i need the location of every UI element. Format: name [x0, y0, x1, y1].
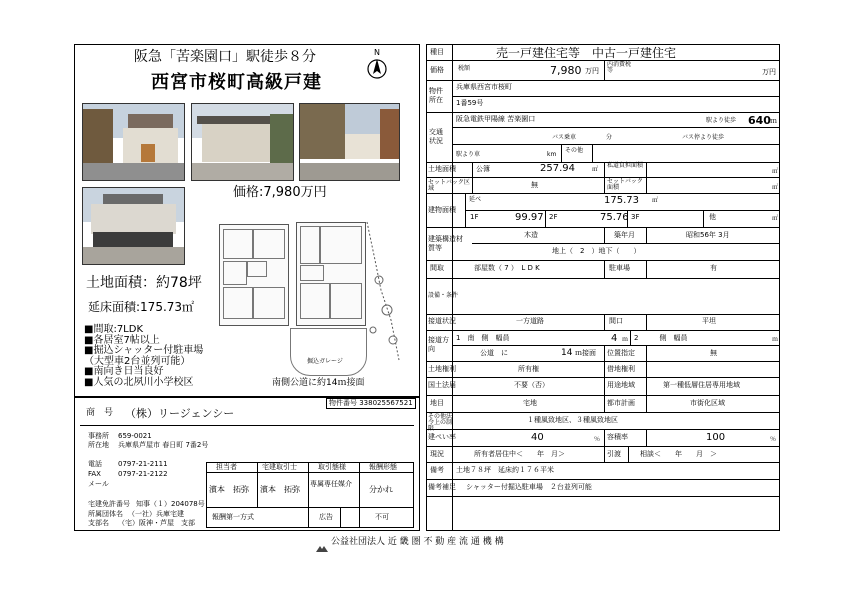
- property-number: 物件番号 338025567521: [326, 398, 416, 409]
- floor-label: 2F: [549, 213, 558, 221]
- sqm-unit: ㎡: [592, 166, 599, 173]
- frontage-label: 間口: [609, 317, 623, 325]
- far-label: 容積率: [607, 433, 628, 441]
- road1: 1 南 側 幅員: [456, 334, 510, 342]
- public-road-unit: ｍ接面: [575, 349, 596, 357]
- land-cat-label: 地目: [430, 399, 444, 407]
- supplement-label: 備考補足: [428, 483, 456, 491]
- road2: 2 側 幅員: [634, 334, 688, 342]
- position-label: 位置指定: [607, 349, 635, 357]
- land-right-label: 土地権利: [428, 365, 456, 373]
- ad-label: 広告: [319, 513, 333, 521]
- flyer-headline: 阪急「苦楽園口」駅徒歩８分: [134, 49, 316, 65]
- stories-value: 地上（ 2 ）地下（ ）: [552, 247, 641, 255]
- sqm-unit: ㎡: [772, 184, 779, 191]
- handover-value: 相談＜ 年 月 ＞: [640, 450, 717, 458]
- km-label: km: [547, 151, 557, 158]
- city-plan-label: 都市計画: [607, 399, 635, 407]
- company-name-label: 商 号: [86, 408, 114, 418]
- garage-plan: [290, 328, 367, 376]
- agent-header: 報酬形態: [369, 463, 397, 471]
- agent-value: 専属専任媒介: [310, 480, 352, 488]
- reward-label: 報酬第一方式: [212, 513, 254, 521]
- north-label: N: [374, 48, 380, 57]
- other-limit-value: １種風致地区、３種風致地区: [527, 416, 618, 424]
- flyer-land-area: 土地面積：約78坪: [86, 275, 202, 291]
- total-value: 175.73: [604, 195, 639, 206]
- floor-plan-2f: [219, 224, 289, 326]
- house-photo-2: [191, 103, 294, 181]
- company-name: （株）リージェンシー: [125, 407, 235, 420]
- setback-value: 無: [531, 181, 538, 189]
- tel-label: 電話: [88, 460, 102, 468]
- type-label: 種目: [430, 48, 444, 56]
- far-value: 100: [706, 432, 726, 443]
- lot-value: 1番59号: [456, 99, 484, 107]
- agent-header: 取引態様: [318, 463, 346, 471]
- status-value: 所有者居住中＜ 年 月＞: [474, 450, 565, 458]
- bus-stop-label: バス停より徒歩: [682, 134, 725, 141]
- land-cat-value: 宅地: [523, 399, 537, 407]
- remarks-value: 土地７８坪 延床約１７６平米: [456, 466, 554, 474]
- walk-unit: ｍ: [770, 117, 777, 125]
- feature-item: ■南向き日当良好: [84, 366, 164, 378]
- built-value: 昭和56年 3月: [686, 231, 730, 239]
- from-station-label: 駅より車: [456, 151, 481, 158]
- office-label: 事務所: [88, 432, 109, 440]
- bus-min-label: 分: [606, 134, 613, 141]
- license-value: 知事（１）204078号: [136, 500, 205, 508]
- house-photo-3: [299, 103, 400, 181]
- floor-label: 3F: [631, 213, 640, 221]
- ad-value: 不可: [375, 513, 389, 521]
- floor-value: 75.76: [600, 212, 629, 223]
- road-label: 接道状況: [428, 317, 456, 325]
- conditions-label: 設備・条件: [428, 292, 459, 299]
- feature-item: ■掘込シャッター付駐車場: [84, 345, 204, 357]
- branch-value: （宅）阪神・芦屋 支部: [118, 519, 195, 527]
- handover-label: 引渡: [607, 450, 621, 458]
- sqm-unit: ㎡: [772, 215, 779, 222]
- feature-item: ■間取:7LDK: [84, 324, 144, 335]
- agent-header: 宅建取引士: [262, 463, 297, 471]
- tel-value: 0797-21-2111: [118, 460, 168, 468]
- structure-label: 建築構造材質等: [428, 235, 463, 252]
- land-kind: 公簿: [476, 165, 490, 173]
- parking-value: 有: [710, 264, 717, 272]
- price-value: 7,980: [550, 64, 582, 77]
- use-zone-value: 第一種低層住居専用地域: [663, 381, 740, 389]
- percent-unit: ％: [770, 436, 777, 443]
- frontage-value: 平坦: [702, 317, 716, 325]
- fax-label: FAX: [88, 470, 101, 478]
- walk-value: 640: [748, 114, 771, 127]
- feature-item: ■人気の北夙川小学校区: [84, 376, 194, 388]
- road2-unit: ｍ: [772, 336, 779, 343]
- flyer-price: 価格:7,980万円: [233, 185, 327, 200]
- tax-label: 内消費税等: [607, 61, 632, 74]
- structure-value: 木造: [524, 231, 538, 239]
- agent-value: 濱本 拓弥: [260, 485, 300, 494]
- land-area-label: 土地面積: [428, 165, 456, 173]
- footer-text: 公益社団法人 近 畿 圏 不 動 産 流 通 機 構: [331, 537, 504, 547]
- other-floor-label: 他: [709, 213, 716, 221]
- road1-unit: ｍ: [622, 336, 629, 343]
- feature-item: ■各居室7帖以上: [84, 334, 160, 346]
- national-land-value: 不要（否）: [514, 381, 549, 389]
- north-arrow-icon: [366, 47, 388, 81]
- total-label: 延べ: [469, 196, 482, 203]
- road-note: 南側公道に約14ｍ接面: [272, 378, 365, 388]
- feature-list: [84, 325, 203, 389]
- assoc-label: 所属団体名: [88, 510, 123, 518]
- road1-width: 4: [611, 333, 618, 344]
- assoc-value: （一社）兵庫宅建: [128, 510, 184, 518]
- station-walk-label: 駅より徒歩: [706, 117, 737, 124]
- floor-label: 1F: [470, 213, 479, 221]
- type-value: 売一戸建住宅等 中古一戸建住宅: [496, 46, 677, 60]
- land-right-value: 所有権: [518, 365, 539, 373]
- other-label: その他: [565, 147, 584, 154]
- percent-unit: ％: [594, 436, 601, 443]
- agent-value: 分かれ: [369, 485, 393, 494]
- built-label: 築年月: [614, 231, 635, 239]
- public-road: 公道 に: [480, 349, 508, 357]
- position-value: 無: [710, 349, 717, 357]
- bus-ride-label: バス乗車: [552, 134, 577, 141]
- remarks-label: 備考: [430, 466, 444, 474]
- location-value: 兵庫県西宮市桜町: [456, 83, 512, 91]
- office-zip: 659-0021: [118, 432, 152, 440]
- parking-label: 駐車場: [609, 264, 630, 272]
- other-limit-label: その他法令上の制限: [428, 413, 453, 432]
- flyer-floor-area: 延床面積:175.73㎡: [88, 300, 195, 314]
- branch-label: 支部名: [88, 519, 109, 527]
- floor-value: 99.97: [515, 212, 544, 223]
- location-label: 物件所在: [429, 87, 443, 104]
- tax-unit: 万円: [762, 68, 776, 76]
- setback-area-label: セットバック面積: [607, 178, 643, 191]
- road-dir-label: 接道方向: [428, 336, 449, 353]
- sqm-unit: ㎡: [772, 168, 779, 175]
- bcr-value: 40: [531, 432, 544, 443]
- use-zone-label: 用途地域: [607, 381, 635, 389]
- land-area-value: 257.94: [540, 163, 575, 174]
- layout-label: 間取: [430, 264, 444, 272]
- agent-header: 担当者: [216, 463, 237, 471]
- setback-label: セットバック区域: [428, 179, 470, 192]
- address-label: 所在地: [88, 441, 109, 449]
- feature-item: （大型車2台並列可能）: [84, 355, 191, 367]
- lease-label: 借地権利: [607, 365, 635, 373]
- site-plan: [363, 220, 403, 380]
- layout-value: 部屋数（ 7 ） L D K: [474, 264, 540, 272]
- private-road-label: 私道負担面積: [607, 162, 644, 169]
- price-label: 価格: [430, 66, 444, 74]
- fax-value: 0797-21-2122: [118, 470, 168, 478]
- garage-label: 掘込ガレージ: [307, 358, 343, 365]
- flyer-title: 西宮市桜町高級戸建: [151, 72, 322, 93]
- bcr-label: 建ぺい率: [428, 433, 456, 441]
- supplement-value: シャッター付掘込駐車場 ２台並列可能: [466, 483, 592, 491]
- mail-label: メール: [88, 480, 109, 488]
- address-value: 兵庫県芦屋市 春日町 7番2号: [118, 441, 209, 449]
- house-photo-4: [82, 187, 185, 265]
- national-land-label: 国土法届: [428, 381, 456, 389]
- traffic-label: 交通状況: [429, 128, 443, 145]
- agent-value: 濱本 拓弥: [209, 485, 249, 494]
- line-value: 阪急電鉄甲陽線 苦楽園口: [456, 115, 536, 123]
- floor-plan-1f: [296, 222, 366, 326]
- public-road-width: 14: [561, 348, 573, 358]
- house-photo-1: [82, 103, 185, 181]
- city-plan-value: 市街化区域: [690, 399, 725, 407]
- sqm-unit: ㎡: [652, 197, 659, 204]
- status-label: 現況: [430, 450, 444, 458]
- license-label: 宅建免許番号: [88, 500, 130, 508]
- building-label: 建物面積: [428, 206, 456, 214]
- price-unit: 万円: [585, 67, 599, 75]
- road-value: 一方道路: [516, 317, 544, 325]
- footer-logo-icon: [316, 538, 328, 546]
- price-sub-label: 税額: [458, 65, 471, 72]
